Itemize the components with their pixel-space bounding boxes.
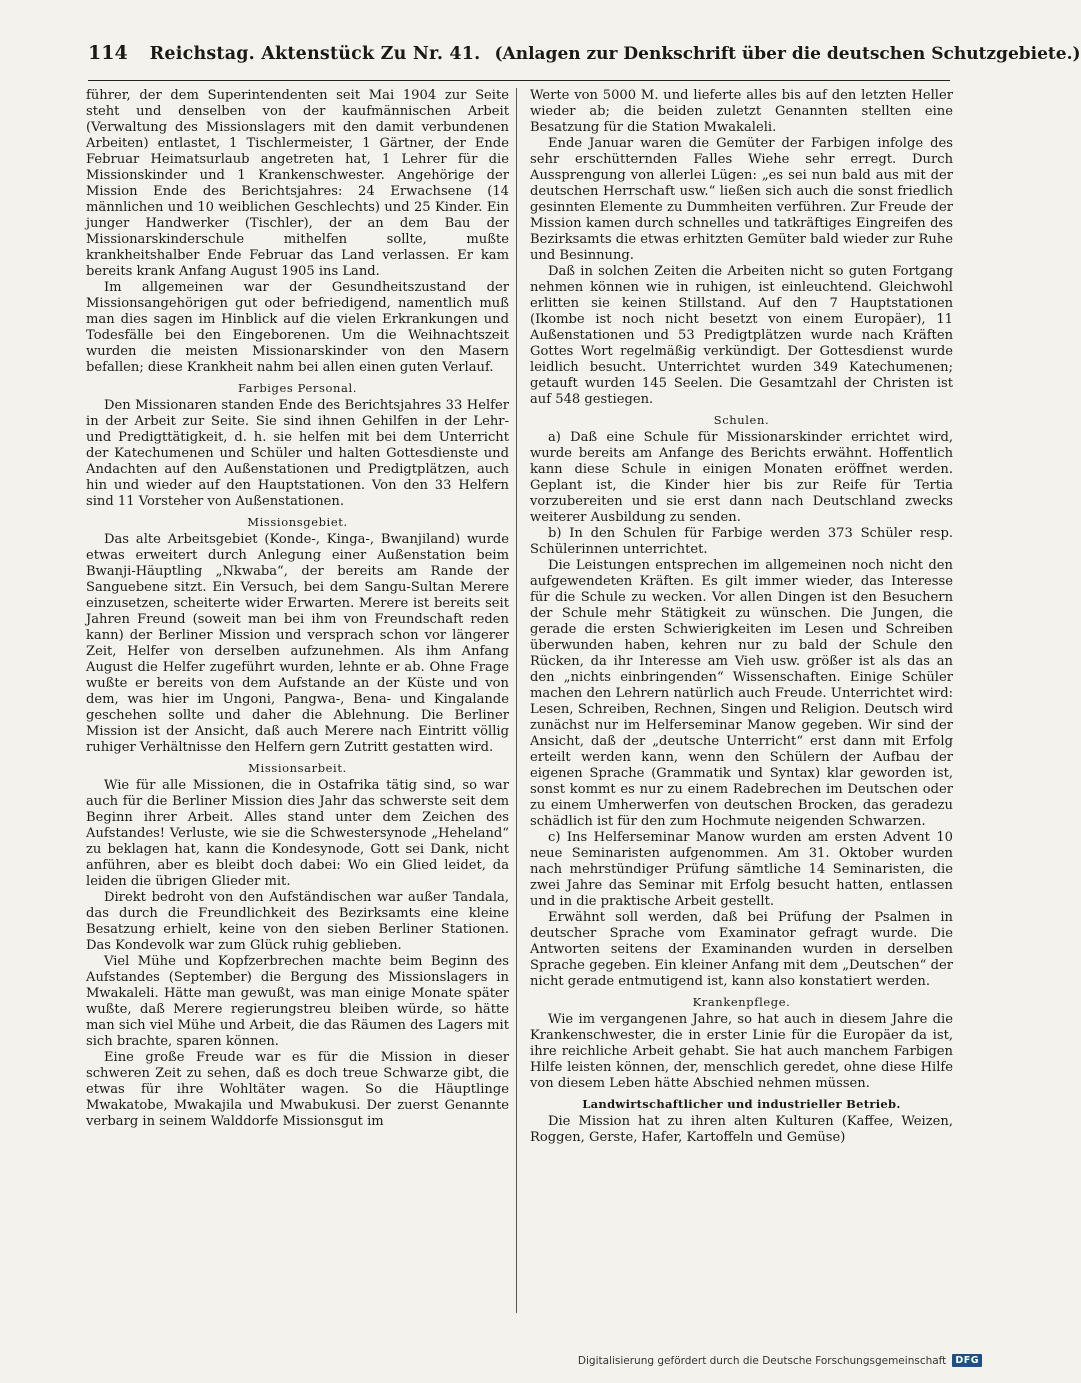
left-paragraph: Eine große Freude war es für die Mission in dieser schweren Zeit zu sehen, daß es doch treue Schwarze gibt, die etwas für ihre Wohltäter wagen. So die Häuptlinge Mwakatobe, Mwakajila und Mwabukusi. Der zuerst Genannte verbarg in seinem Walddorfe Missionsgut im xyxy=(86,1050,509,1129)
right-section-heading: Schulen. xyxy=(713,413,770,427)
right-paragraph: Die Leistungen entsprechen im allgemeinen noch nicht den aufgewendeten Kräften. Es gilt immer wieder, das Interesse für die Schule zu wecken. Vor allen Dingen ist den Besuchern der Schule mehr Stätigkeit zu wünschen. Die Jungen, die gerade die ersten Schwierigkeiten im Lesen und Schreiben überwunden haben, kehren nur zu bald der Schule den Rücken, da ihr Interesse am Vieh usw. größer ist als das an den „nichts einbringenden“ Wissenschaften. Einige Schüler machen den Lehrern natürlich auch Freude. Unterrichtet wird: Lesen, Schreiben, Rechnen, Singen und Religion. Deutsch wird zunächst nur im Helferseminar Manow gegeben. Wir sind der Ansicht, daß der „deutsche Unterricht“ erst dann mit Erfolg erteilt werden kann, wenn den Schülern der Aufbau der eigenen Sprache (Grammatik und Syntax) klar geworden ist, sonst kommt es nur zu einem Radebrechen im Deutschen oder zu einem Umherwerfen von deutschen Brocken, das geradezu schädlich ist für den zum Hochmute neigenden Schwarzen. xyxy=(530,558,953,829)
footer xyxy=(578,1354,982,1367)
right-paragraph: Wie im vergangenen Jahre, so hat auch in diesem Jahre die Krankenschwester, die in erster Linie für die Europäer da ist, ihre reichliche Arbeit gehabt. Sie hat auch manchem Farbigen Hilfe leisten können, der, menschlich geredet, ohne diese Hilfe von diesem Leben hätte Abschied nehmen müssen. xyxy=(530,1012,953,1091)
left-paragraph: Direkt bedroht von den Aufständischen war außer Tandala, das durch die Freundlichkeit des Bezirksamts eine kleine Besatzung erhielt, keine von den sieben Berliner Stationen. Das Kondevolk war zum Glück ruhig geblieben. xyxy=(86,890,509,953)
right-paragraph: a) Daß eine Schule für Missionarskinder errichtet wird, wurde bereits am Anfange des Berichts erwähnt. Hoffentlich kann diese Schule in einigen Monaten eröffnet werden. Geplant ist, die Kinder hier bis zur Reife für Tertia vorzubereiten und sie erst dann nach Deutschland zwecks weiterer Ausbildung zu senden. xyxy=(530,430,953,525)
right-paragraph: Erwähnt soll werden, daß bei Prüfung der Psalmen in deutscher Sprache vom Examinator gefragt wurde. Die Antworten seitens der Examinanden wurden in derselben Sprache gegeben. Ein kleiner Anfang mit dem „Deutschen“ der nicht gerade entmutigend ist, kann also konstatiert werden. xyxy=(530,910,953,989)
left-paragraph: Wie für alle Missionen, die in Ostafrika tätig sind, so war auch für die Berliner Mission dies Jahr das schwerste seit dem Beginn ihrer Arbeit. Alles stand unter dem Zeichen des Aufstandes! Verluste, wie sie die Schwestersynode „Heheland“ zu beklagen hat, kann die Kondesynode, Gott sei Dank, nicht anführen, aber es bleibt doch dabei: Wo ein Glied leidet, da leiden die übrigen Glieder mit. xyxy=(86,778,509,889)
right-column xyxy=(530,88,953,1146)
left-section-heading: Missionsgebiet. xyxy=(247,515,348,529)
left-column xyxy=(86,88,509,1130)
right-paragraph: Die Mission hat zu ihren alten Kulturen (Kaffee, Weizen, Roggen, Gerste, Hafer, Kartoffeln und Gemüse) xyxy=(530,1114,953,1145)
left-paragraph: Viel Mühe und Kopfzerbrechen machte beim Beginn des Aufstandes (September) die Bergung des Missionslagers in Mwakaleli. Hätte man gewußt, was man einige Monate später wußte, daß Merere regierungstreu bleiben würde, so hätte man sich viel Mühe und Arbeit, die das Räumen des Lagers mit sich brachte, sparen können. xyxy=(86,954,509,1049)
right-section-heading: Krankenpflege. xyxy=(692,995,791,1009)
header-rule xyxy=(88,80,950,81)
running-header xyxy=(88,42,1081,82)
right-paragraph: b) In den Schulen für Farbige werden 373 Schüler resp. Schülerinnen unterrichtet. xyxy=(530,526,953,557)
left-paragraph: führer, der dem Superintendenten seit Mai 1904 zur Seite steht und denselben von der kaufmännischen Arbeit (Verwaltung des Missionslagers mit den damit verbundenen Arbeiten) entlastet, 1 Tischlermeister, 1 Gärtner, der Ende Februar Heimatsurlaub angetreten hat, 1 Lehrer für die Missionskinder und 1 Krankenschwester. Angehörige der Mission Ende des Berichtsjahres: 24 Erwachsene (14 männlichen und 10 weiblichen Geschlechts) und 25 Kinder. Ein junger Handwerker (Tischler), der an dem Bau der Missionarskinderschule mithelfen sollte, mußte krankheitshalber Ende Februar das Land verlassen. Er kam bereits krank Anfang August 1905 ins Land. xyxy=(86,88,509,279)
right-paragraph: Daß in solchen Zeiten die Arbeiten nicht so guten Fortgang nehmen können wie in ruhigen, ist einleuchtend. Gleichwohl erlitten sie keinen Stillstand. Auf den 7 Hauptstationen (Ikombe ist noch nicht besetzt von einem Europäer), 11 Außenstationen und 53 Predigtplätzen wurde nach Kräften Gottes Wort regelmäßig verkündigt. Der Gottesdienst wurde leidlich besucht. Unterrichtet wurden 349 Katechumenen; getauft wurden 145 Seelen. Die Gesamtzahl der Christen ist auf 548 gestiegen. xyxy=(530,264,953,407)
left-paragraph: Im allgemeinen war der Gesundheitszustand der Missionsangehörigen gut oder befriedigend, namentlich muß man dies sagen im Hinblick auf die vielen Erkrankungen und Todesfälle bei den Eingeborenen. Um die Weihnachtszeit wurden die meisten Missionarskinder von den Masern befallen; diese Krankheit nahm bei allen einen guten Verlauf. xyxy=(86,280,509,375)
right-paragraph: c) Ins Helferseminar Manow wurden am ersten Advent 10 neue Seminaristen aufgenommen. Am 31. Oktober wurden nach mehrstündiger Prüfung sämtliche 14 Seminaristen, die zwei Jahre das Seminar mit Erfolg besucht hatten, entlassen und in die praktische Arbeit gestellt. xyxy=(530,830,953,909)
right-section-heading: Landwirtschaftlicher und industrieller Betrieb. xyxy=(582,1097,901,1111)
header-subtitle: (Anlagen zur Denkschrift über die deutschen Schutzgebiete.) xyxy=(494,44,1081,64)
header-title: Reichstag. Aktenstück Zu Nr. 41. xyxy=(149,44,481,64)
left-section-heading: Missionsarbeit. xyxy=(248,761,347,775)
left-section-heading: Farbiges Personal. xyxy=(237,381,358,395)
right-paragraph: Ende Januar waren die Gemüter der Farbigen infolge des sehr erschütternden Falles Wiehe sehr erregt. Durch Aussprengung von allerlei Lügen: „es sei nun bald aus mit der deutschen Herrschaft usw.“ ließen sich auch die sonst friedlich gesinnten Elemente zu Dummheiten verführen. Zur Freude der Mission kamen durch schnelles und tatkräftiges Eingreifen des Bezirksamts die etwas erhitzten Gemüter bald wieder zur Ruhe und Besinnung. xyxy=(530,136,953,263)
left-paragraph: Das alte Arbeitsgebiet (Konde-, Kinga-, Bwanjiland) wurde etwas erweitert durch Anlegung einer Außenstation beim Bwanji-Häuptling „Nkwaba“, der bereits am Rande der Sanguebene sitzt. Ein Versuch, bei dem Sangu-Sultan Merere einzusetzen, scheiterte wider Erwarten. Merere ist bereits seit Jahren Freund (soweit man bei ihm von Freundschaft reden kann) der Berliner Mission und versprach schon vor längerer Zeit, Helfer von derselben aufzunehmen. Als ihm Anfang August die Helfer zugeführt wurden, lehnte er ab. Ohne Frage wußte er bereits von dem Aufstande an der Küste und von dem, was hier im Ungoni, Pangwa-, Bena- und Kingalande geschehen sollte und daher die Ablehnung. Die Berliner Mission ist der Ansicht, daß auch Merere nach Eintritt völlig ruhiger Verhältnisse den Helfern gern Zutritt gestatten wird. xyxy=(86,532,509,755)
left-paragraph: Den Missionaren standen Ende des Berichtsjahres 33 Helfer in der Arbeit zur Seite. Sie sind ihnen Gehilfen in der Lehr- und Predigttätigkeit, d. h. sie helfen mit bei dem Unterricht der Katechumenen und Schüler und halten Gottesdienste und Andachten auf den Außenstationen und Predigtplätzen, auch hin und wieder auf den Hauptstationen. Von den 33 Helfern sind 11 Vorsteher von Außenstationen. xyxy=(86,398,509,509)
footer-credit: Digitalisierung gefördert durch die Deutsche Forschungsgemeinschaft xyxy=(577,1354,947,1367)
column-divider xyxy=(516,88,517,1313)
right-paragraph: Werte von 5000 M. und lieferte alles bis auf den letzten Heller wieder ab; die beiden zuletzt Genannten stellten eine Besatzung für die Station Mwakaleli. xyxy=(530,88,953,135)
page-number: 114 xyxy=(88,42,128,64)
dfg-logo-icon: DFG xyxy=(952,1354,982,1367)
